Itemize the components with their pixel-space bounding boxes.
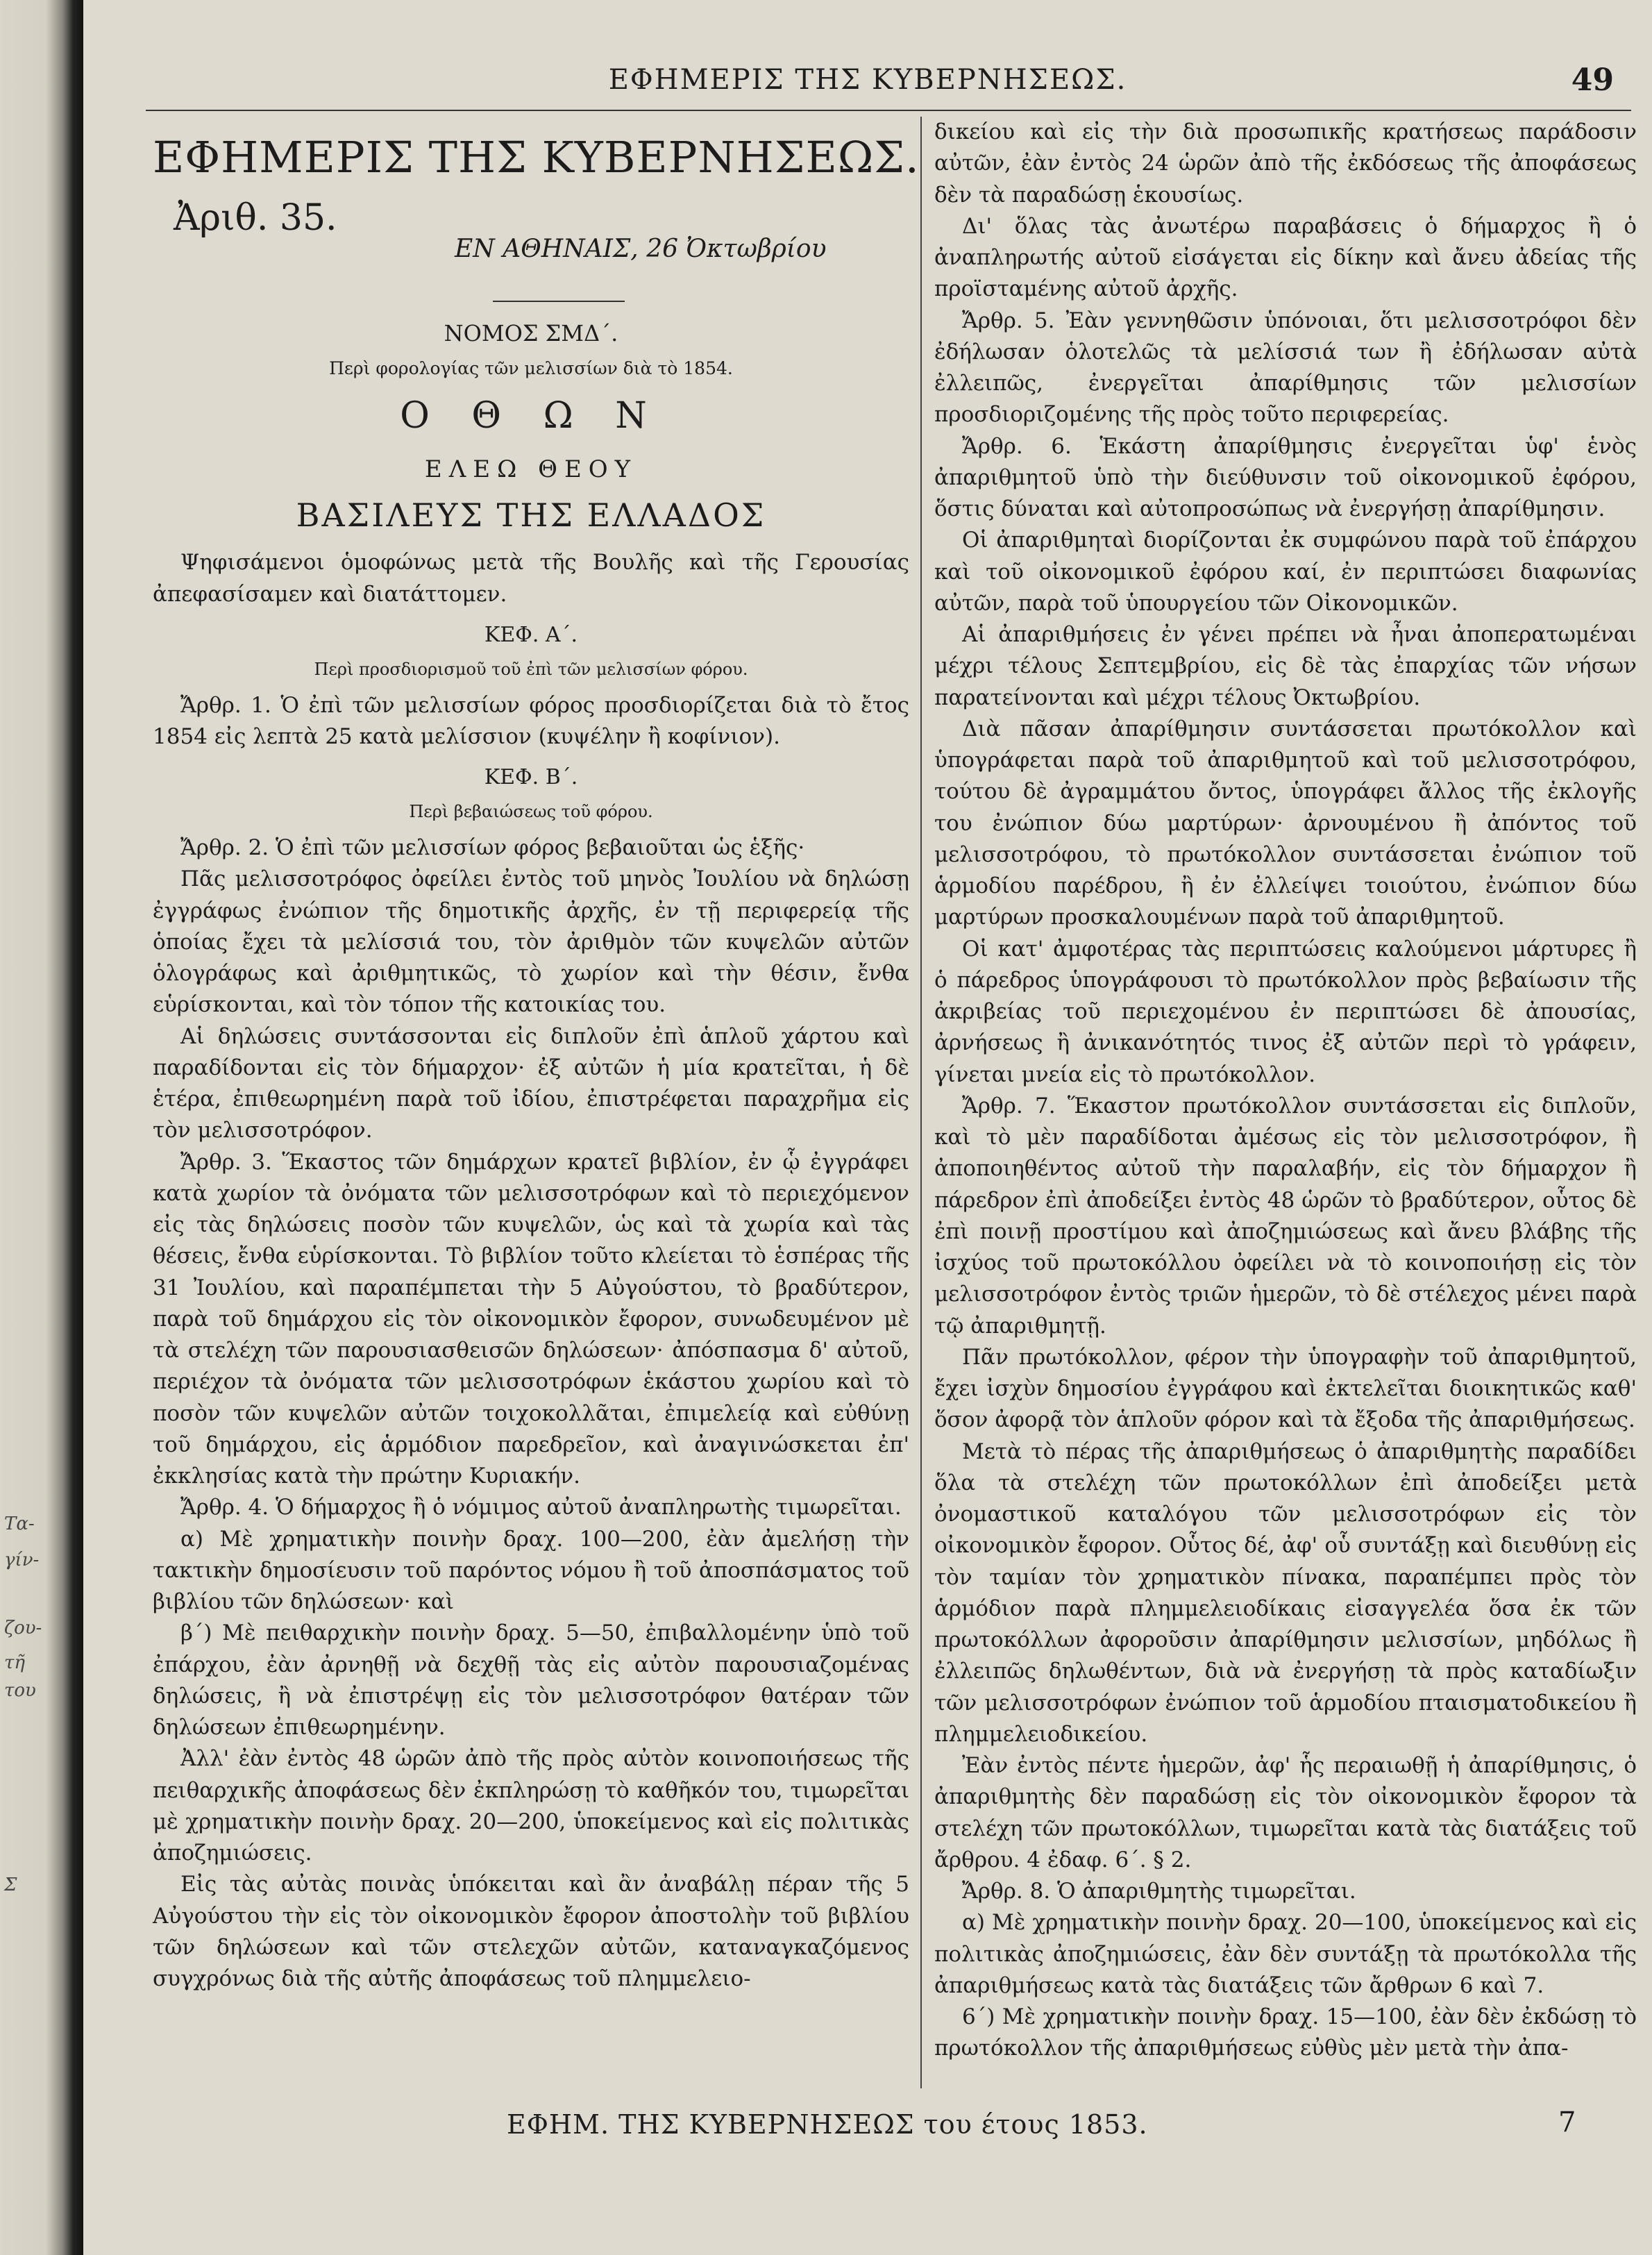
body-paragraph: Οἱ ἀπαριθμηταὶ διορίζονται ἐκ συμφώνου παρὰ τοῦ ἐπάρχου καὶ τοῦ οἰκονομικοῦ ἐφόρου καί, ἐν περιπτώσει διαφωνίας αὐτῶν, παρὰ τοῦ ὑπουργείου τῶν Οἰκονομικῶν. [934, 528, 1637, 616]
body-paragraph: Εἰς τὰς αὐτὰς ποινὰς ὑπόκειται καὶ ἂν ἀναβάλῃ πέραν τῆς 5 Αὐγούστου τὴν εἰς τὸν οἰκονομικὸν ἔφορον ἀποστολὴν τοῦ βιβλίου τῶν δηλώσεων καὶ τῶν στελεχῶν αὐτῶν, καταναγκαζόμενος συγχρόνως διὰ τῆς αὐτῆς ἀποφάσεως τοῦ πλημμελειο- [153, 1872, 909, 1992]
margin-fragment: Τα- [4, 1514, 35, 1534]
article-paragraph: Ἄρθρ. 8. Ὁ ἀπαριθμητὴς τιμωρεῖται. [962, 1879, 1356, 1904]
issue-date: ΕΝ ΑΘΗΝΑΙΣ, 26 Ὀκτωβρίου [455, 234, 827, 263]
divider [493, 301, 625, 302]
header-rule [146, 110, 1631, 111]
body-paragraph: Ἀλλ' ἐὰν ἐντὸς 48 ὡρῶν ἀπὸ τῆς πρὸς αὐτὸν κοινοποιήσεως τῆς πειθαρχικῆς ἀποφάσεως δὲν ἐκπληρώσῃ τὸ καθῆκόν του, τιμωρεῖται μὲ χρηματικὴν ποινὴν δραχ. 20—200, ὑποκείμενος καὶ εἰς πολιτικὰς ἀποζημιώσεις. [153, 1746, 909, 1866]
body-paragraph: Πᾶν πρωτόκολλον, φέρον τὴν ὑπογραφὴν τοῦ ἀπαριθμητοῦ, ἔχει ἰσχὺν δημοσίου ἐγγράφου καὶ ἐκτελεῖται διοικητικῶς καθ' ὅσον ἀφορᾷ τὸν ἁπλοῦν φόρον καὶ τὰ ἔξοδα τῆς ἀπαριθμήσεως. [934, 1344, 1637, 1433]
running-head: ΕΦΗΜΕΡΙΣ ΤΗΣ ΚΥΒΕΡΝΗΣΕΩΣ. [608, 64, 1127, 96]
margin-fragment: του [4, 1680, 36, 1701]
margin-fragment: Σ [4, 1875, 17, 1895]
king-name: Ο Θ Ω Ν [400, 394, 662, 437]
body-paragraph: Μετὰ τὸ πέρας τῆς ἀπαριθμήσεως ὁ ἀπαριθμητὴς παραδίδει ὅλα τὰ στελέχη τῶν πρωτοκόλλων ἐπὶ ἀποδείξει μετὰ ὀνομαστικοῦ καταλόγου τῶν μελισσοτρόφων εἰς τὸν οἰκονομικὸν ἔφορον. Οὗτος δέ, ἀφ' οὗ συντάξῃ καὶ διευθύνῃ εἰς τὸν ταμίαν τὸν χρηματικὸν πίνακα, παραπέμπει πρὸς τὸν ἁρμόδιον παρὰ πλημμελειοδίκαις εἰσαγγελέα ὅσα ἐκ τῶν πρωτοκόλλων ἀφοροῦσιν ἀπαρίθμησιν μελισσίων, μηδόλως ἢ ἐλλειπῶς δηλωθέντων, διὰ νὰ ἐνεργήσῃ τὰ πρὸς καταδίωξιν τῶν μελισσοτρόφων ἐνώπιον τοῦ ἁρμοδίου πταισματοδικείου ἢ πλημμελειοδικείου. [934, 1439, 1637, 1747]
body-paragraph: Αἱ δηλώσεις συντάσσονται εἰς διπλοῦν ἐπὶ ἁπλοῦ χάρτου καὶ παραδίδονται εἰς τὸν δήμαρχον· ἐξ αὐτῶν ἡ μία κρατεῖται, ἡ δὲ ἑτέρα, ἐπιθεωρημένη παρὰ τοῦ ἰδίου, ἐπιστρέφεται παραχρῆμα εἰς τὸν μελισσοτρόφον. [153, 1023, 909, 1143]
page-number: 49 [1571, 62, 1614, 98]
body-paragraph: Ἐὰν ἐντὸς πέντε ἡμερῶν, ἀφ' ἧς περαιωθῇ ἡ ἀπαρίθμησις, ὁ ἀπαριθμητὴς δὲν παραδώσῃ εἰς τὸν οἰκονομικὸν ἔφορον τὰ στελέχη τῶν πρωτοκόλλων, τιμωρεῖται κατὰ τὰς διατάξεις τοῦ ἄρθρου. 4 ἐδαφ. 6΄. § 2. [934, 1753, 1637, 1872]
law-subject: Περὶ φορολογίας τῶν μελισσίων διὰ τὸ 1854. [329, 358, 733, 379]
left-column [153, 117, 920, 2088]
body-paragraph: β΄) Μὲ πειθαρχικὴν ποινὴν δραχ. 5—50, ἐπιβαλλομένην ὑπὸ τοῦ ἐπάρχου, ἐὰν ἀρνηθῇ νὰ δεχθῇ τὰς εἰς αὐτὸν παρουσιαζομένας δηλώσεις, ἢ νὰ ἐπιστρέψῃ εἰς τὸν μελισσοτρόφον θατέραν τῶν δηλώσεων ἐπιθεωρημένην. [153, 1620, 909, 1741]
body-paragraph: 6΄) Μὲ χρηματικὴν ποινὴν δραχ. 15—100, ἐὰν δὲν ἐκδώσῃ τὸ πρωτόκολλον τῆς ἀπαριθμήσεως εὐθὺς μὲν μετὰ τὴν ἀπα- [934, 2004, 1637, 2061]
article-paragraph: Ἄρθρ. 2. Ὁ ἐπὶ τῶν μελισσίων φόρος βεβαιοῦται ὡς ἑξῆς· [180, 835, 805, 861]
body-paragraph: α) Μὲ χρηματικὴν ποινὴν δραχ. 20—100, ὑποκείμενος καὶ εἰς πολιτικὰς ἀποζημιώσεις, ἐὰν δὲν συντάξῃ τὰ πρωτόκολλα τῆς ἀπαριθμήσεως κατὰ τὰς διατάξεις τῶν ἄρθρων 6 καὶ 7. [934, 1910, 1637, 1998]
footer-title: ΕΦΗΜ. ΤΗΣ ΚΥΒΕΡΝΗΣΕΩΣ του έτους 1853. [507, 2109, 1148, 2140]
issue-info [153, 192, 909, 296]
chapter-subject: Περὶ βεβαιώσεως τοῦ φόρου. [409, 802, 653, 822]
body-paragraph: Διὰ πᾶσαν ἀπαρίθμησιν συντάσσεται πρωτόκολλον καὶ ὑπογράφεται παρὰ τοῦ ἀπαριθμητοῦ καὶ τοῦ μελισσοτρόφου, τούτου δὲ ἀγραμμάτου ὄντος, ὑπογράφει ἄλλος τῆς ἐκλογῆς του ἐνώπιον δύω μαρτύρων· ἀρνουμένου ἢ ἀπόντος τοῦ μελισσοτρόφου, τὸ πρωτόκολλον συντάσσεται ἐνώπιον τοῦ ἁρμοδίου παρέδρου, ἢ ἐν ἐλλείψει τοιούτου, ἐνώπιον δύω μαρτύρων προσκαλουμένων παρὰ τοῦ ἀπαριθμητοῦ. [934, 716, 1637, 930]
column-divider [920, 117, 922, 2088]
margin-fragment: γίν- [4, 1550, 40, 1570]
issue-number: Ἀριθ. 35. [174, 196, 337, 239]
chapter-subject: Περὶ προσδιορισμοῦ τοῦ ἐπὶ τῶν μελισσίων φόρου. [314, 659, 748, 679]
body-paragraph: δικείου καὶ εἰς τὴν διὰ προσωπικῆς κρατήσεως παράδοσιν αὐτῶν, ἐὰν ἐντὸς 24 ὡρῶν ἀπὸ τῆς ἐκδόσεως τῆς ἀποφάσεως δὲν τὰ παραδώσῃ ἑκουσίως. [934, 119, 1637, 208]
king-title: ΒΑΣΙΛΕΥΣ ΤΗΣ ΕΛΛΑΔΟΣ [296, 496, 766, 535]
margin-fragment: τῆ [4, 1652, 25, 1673]
newspaper-page [83, 0, 1652, 2255]
article-paragraph: Ἄρθρ. 4. Ὁ δήμαρχος ἢ ὁ νόμιμος αὐτοῦ ἀναπληρωτὴς τιμωρεῖται. [180, 1495, 902, 1520]
chapter-heading: ΚΕΦ. Β΄. [484, 765, 578, 790]
chapter-heading: ΚΕΦ. Α΄. [484, 622, 578, 647]
article-paragraph: Ἄρθρ. 3. Ἕκαστος τῶν δημάρχων κρατεῖ βιβλίον, ἐν ᾧ ἐγγράφει κατὰ χωρίον τὰ ὀνόματα τῶν μελισσοτρόφων καὶ τὸ περιεχόμενον εἰς τὰς δηλώσεις ποσὸν τῶν κυψελῶν, ὡς καὶ τὰ χωρία καὶ τὰς θέσεις, ἔνθα εὑρίσκονται. Τὸ βιβλίον τοῦτο κλείεται τὸ ἑσπέρας τῆς 31 Ἰουλίου, καὶ παραπέμπεται τὴν 5 Αὐγούστου, τὸ βραδύτερον, παρὰ τοῦ δημάρχου εἰς τὸν οἰκονομικὸν ἔφορον, συνωδευμένον μὲ τὰ στελέχη τῶν παρουσιασθεισῶν δηλώσεων· ἀπόσπασμα δ' αὐτοῦ, περιέχον τὰ ὀνόματα τῶν μελισσοτρόφων ἑκάστου χωρίου καὶ τὸ ποσὸν τῶν κυψελῶν αὐτῶν τοιχοκολλᾶται, ἐπιμελείᾳ καὶ εὐθύνῃ τοῦ δημάρχου, εἰς ἁρμόδιον παρεδρεῖον, καὶ ἀναγινώσκεται ἐπ' ἐκκλησίας κατὰ τὴν πρώτην Κυριακήν. [153, 1149, 909, 1489]
body-paragraph: Πᾶς μελισσοτρόφος ὀφείλει ἐντὸς τοῦ μηνὸς Ἰουλίου νὰ δηλώσῃ ἐγγράφως ἐνώπιον τῆς δημοτικῆς ἀρχῆς, ἐν τῇ περιφερείᾳ τῆς ὁποίας ἔχει τὰ μελίσσιά του, τὸν ἀριθμὸν τῶν κυψελῶν αὐτῶν ὁλογράφως καὶ ἀριθμητικῶς, τὸ χωρίον καὶ τὴν θέσιν, ἔνθα εὑρίσκονται, καὶ τὸν τόπον τῆς κατοικίας του. [153, 866, 909, 1018]
law-title: ΝΟΜΟΣ ΣΜΔ΄. [444, 319, 618, 346]
body-paragraph: α) Μὲ χρηματικὴν ποινὴν δραχ. 100—200, ἐὰν ἀμελήσῃ τὴν τακτικὴν δημοσίευσιν τοῦ παρόντος νόμου ἢ τοῦ ἀποσπάσματος τοῦ βιβλίου τῶν δηλώσεων· καὶ [153, 1526, 909, 1615]
article-paragraph: Ἄρθρ. 7. Ἕκαστον πρωτόκολλον συντάσσεται εἰς διπλοῦν, καὶ τὸ μὲν παραδίδοται ἀμέσως εἰς τὸν μελισσοτρόφον, ἢ ἀποποιηθέντος αὐτοῦ τὴν παραλαβήν, εἰς τὸν δήμαρχον ἢ πάρεδρον ἐπὶ ἀποδείξει ἐντὸς 48 ὡρῶν τὸ βραδύτερον, οὗτος δὲ ἐπὶ ποινῇ προστίμου καὶ ἀποζημιώσεως καὶ ἄνευ βλάβης τῆς ἰσχύος τοῦ πρωτοκόλλου ὀφείλει νὰ τὸ κοινοποιήσῃ εἰς τὸν μελισσοτρόφον ἐντὸς τριῶν ἡμερῶν, τὸ δὲ στέλεχος μένει παρὰ τῷ ἀπαριθμητῇ. [934, 1093, 1637, 1339]
right-column [934, 117, 1637, 2088]
preamble: Ψηφισάμενοι ὁμοφώνως μετὰ τῆς Βουλῆς καὶ τῆς Γερουσίας ἀπεφασίσαμεν καὶ διατάττομεν. [153, 550, 909, 607]
grace-formula: ΕΛΕΩ ΘΕΟΥ [424, 455, 638, 483]
body-paragraph: Δι' ὅλας τὰς ἀνωτέρω παραβάσεις ὁ δήμαρχος ἢ ὁ ἀναπληρωτής αὐτοῦ εἰσάγεται εἰς δίκην καὶ ἄνευ ἀδείας τῆς προϊσταμένης αὐτοῦ ἀρχῆς. [934, 213, 1637, 302]
margin-fragment: ζου- [4, 1618, 42, 1638]
article-paragraph: Ἄρθρ. 1. Ὁ ἐπὶ τῶν μελισσίων φόρος προσδιορίζεται διὰ τὸ ἔτος 1854 εἰς λεπτὰ 25 κατὰ μελίσσιον (κυψέλην ἢ κοφίνιον). [153, 692, 909, 749]
previous-page-margin [0, 0, 56, 2255]
article-paragraph: Ἄρθρ. 5. Ἐὰν γεννηθῶσιν ὑπόνοιαι, ὅτι μελισσοτρόφοι δὲν ἐδήλωσαν ὁλοτελῶς τὰ μελίσσιά των ἢ ἐδήλωσαν αὐτὰ ἐλλειπῶς, ἐνεργεῖται ἀπαρίθμησις τῶν μελισσίων προσδιοριζομένης τῆς πρὸς τοῦτο περιφερείας. [934, 308, 1637, 428]
body-paragraph: Οἱ κατ' ἀμφοτέρας τὰς περιπτώσεις καλούμενοι μάρτυρες ἢ ὁ πάρεδρος ὑπογράφουσι τὸ πρωτόκολλον πρὸς βεβαίωσιν τῆς ἀκριβείας τοῦ περιεχομένου ἐν περιπτώσει δὲ ἀπουσίας, ἀρνήσεως ἢ ἀνικανότητός τινος ἐξ αὐτῶν περὶ τὸ γράφειν, γίνεται μνεία εἰς τὸ πρωτόκολλον. [934, 936, 1637, 1087]
body-paragraph: Αἱ ἀπαριθμήσεις ἐν γένει πρέπει νὰ ἦναι ἀποπερατωμέναι μέχρι τέλους Σεπτεμβρίου, εἰς δὲ τὰς ἐπαρχίας τῶν νήσων παρατείνονται καὶ μέχρι τέλους Ὀκτωβρίου. [934, 622, 1637, 710]
signature-number: 7 [1558, 2106, 1576, 2138]
masthead: ΕΦΗΜΕΡΙΣ ΤΗΣ ΚΥΒΕΡΝΗΣΕΩΣ. [153, 132, 920, 183]
article-paragraph: Ἄρθρ. 6. Ἑκάστη ἀπαρίθμησις ἐνεργεῖται ὑφ' ἑνὸς ἀπαριθμητοῦ ὑπὸ τὴν διεύθυνσιν τοῦ οἰκονομικοῦ ἐφόρου, ὅστις δύναται καὶ αὐτοπροσώπως νὰ ἐνεργήσῃ ἀπαρίθμησιν. [934, 433, 1637, 521]
